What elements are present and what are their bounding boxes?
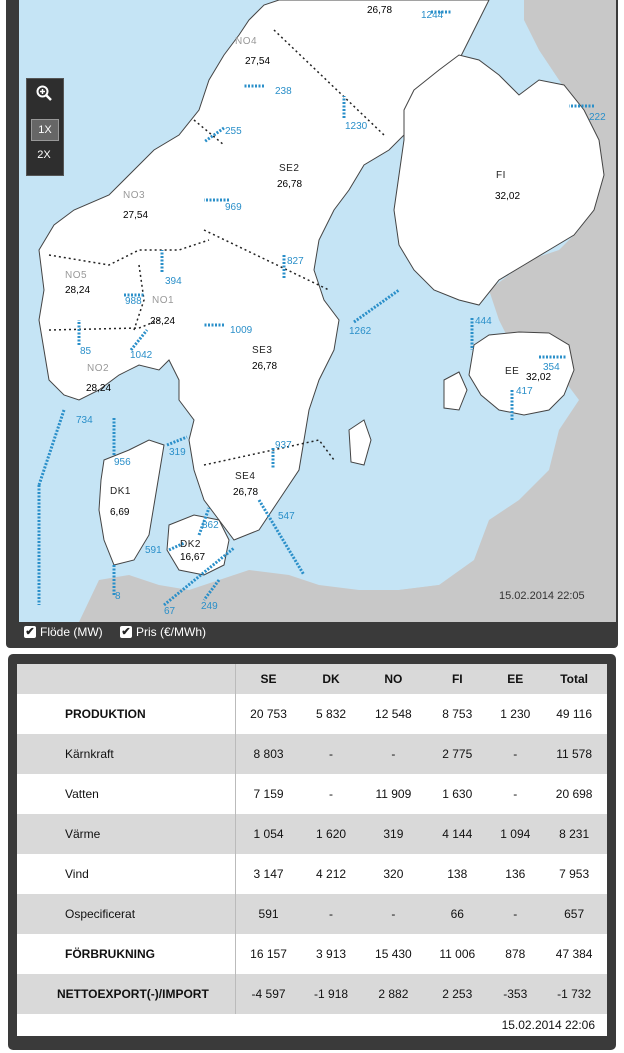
zone-label-no2: NO2 [87, 363, 110, 374]
cell: 136 [505, 867, 526, 881]
flow-label: 1230 [345, 121, 368, 132]
zone-label-se3: SE3 [252, 345, 273, 356]
row-label: Vind [65, 867, 89, 881]
price-dk2: 16,67 [180, 552, 206, 563]
zone-label-no4: NO4 [235, 36, 258, 47]
cell: - [489, 734, 542, 774]
price-dk1: 6,69 [110, 507, 130, 518]
flow-label: 969 [225, 202, 242, 213]
zoom-2x-button[interactable]: 2X [37, 149, 51, 161]
cell: 1 054 [236, 814, 302, 854]
cell: 8 753 [442, 707, 473, 721]
cell: 8 231 [542, 814, 607, 854]
cell: - [513, 787, 518, 801]
table-row [17, 734, 607, 774]
flow-label: 827 [287, 256, 304, 267]
price-no5: 28,24 [65, 285, 91, 296]
row-label: Vatten [65, 787, 99, 801]
flow-checkbox[interactable]: ✔ [25, 626, 35, 638]
row-label: Kärnkraft [17, 734, 236, 774]
flow-label: 8 [115, 591, 121, 602]
cell: 66 [426, 894, 489, 934]
zoom-control [26, 78, 64, 176]
cell: 1 230 [500, 707, 531, 721]
col-header: EE [489, 664, 542, 694]
flow-label: 862 [202, 520, 219, 531]
cell: - [301, 894, 361, 934]
price-ee: 32,02 [526, 372, 552, 383]
cell: 7 953 [559, 867, 590, 881]
flow-label: 417 [516, 386, 533, 397]
col-header [17, 664, 236, 694]
flow-label: 956 [114, 457, 131, 468]
cell: - [489, 894, 542, 934]
price-no1: 28,24 [150, 316, 176, 327]
legend-bar [20, 623, 610, 645]
cell: 47 384 [555, 947, 593, 961]
cell: 20 753 [236, 694, 302, 734]
table-row [17, 694, 607, 734]
flow-label: 444 [475, 316, 492, 327]
flow-label: 1009 [230, 325, 253, 336]
col-header: NO [361, 664, 426, 694]
cell: - [329, 787, 334, 801]
zone-label-ee: EE [505, 366, 520, 377]
cell: 1 630 [442, 787, 473, 801]
cell: 138 [447, 867, 468, 881]
cell: 591 [236, 894, 302, 934]
cell: - [301, 734, 361, 774]
cell: 2 253 [426, 974, 489, 1014]
flow-label: 85 [80, 346, 92, 357]
zone-label-fi: FI [496, 170, 506, 181]
zone-label-se2: SE2 [279, 163, 300, 174]
cell: 320 [383, 867, 404, 881]
flow-label: 734 [76, 415, 93, 426]
flow-label: 255 [225, 126, 242, 137]
col-header: Total [542, 664, 607, 694]
price-no4: 27,54 [245, 56, 271, 67]
price-top: 26,78 [367, 5, 393, 16]
cell: -1 732 [542, 974, 607, 1014]
cell: 3 147 [236, 854, 302, 894]
zoom-1x-button[interactable]: 1X [31, 119, 59, 141]
map-area[interactable] [19, 0, 616, 622]
flow-label: 249 [201, 601, 218, 612]
table-row [17, 854, 607, 894]
flow-label: 67 [164, 606, 176, 617]
table-panel [8, 654, 616, 1050]
cell: 5 832 [316, 707, 347, 721]
cell: 11 909 [375, 787, 412, 801]
cell: 4 144 [426, 814, 489, 854]
price-se4: 26,78 [233, 487, 259, 498]
cell: -353 [489, 974, 542, 1014]
price-checkbox[interactable]: ✔ [121, 626, 131, 638]
zone-label-no5: NO5 [65, 270, 88, 281]
table-row [17, 814, 607, 854]
cell: 1 094 [489, 814, 542, 854]
cell: 15 430 [375, 947, 412, 961]
table-row [17, 894, 607, 934]
production-table [17, 664, 607, 1014]
flow-label: 937 [275, 440, 292, 451]
zone-label-se4: SE4 [235, 471, 256, 482]
cell: 7 159 [236, 774, 302, 814]
col-header: FI [426, 664, 489, 694]
price-se2: 26,78 [277, 179, 303, 190]
col-header: DK [301, 664, 361, 694]
flow-label: 547 [278, 511, 295, 522]
cell: - [361, 894, 426, 934]
flow-label: 1042 [130, 350, 153, 361]
flow-label: 988 [125, 296, 142, 307]
row-label: Värme [17, 814, 236, 854]
table-timestamp: 15.02.2014 22:06 [501, 1018, 595, 1032]
flow-label: 238 [275, 86, 292, 97]
cell: 878 [505, 947, 526, 961]
price-se3: 26,78 [252, 361, 278, 372]
cell: 20 698 [555, 787, 593, 801]
row-label: Ospecificerat [17, 894, 236, 934]
flow-label: 1262 [349, 326, 372, 337]
flow-label: 319 [169, 447, 186, 458]
zone-label-no3: NO3 [123, 190, 146, 201]
flow-label: 1244 [421, 10, 444, 21]
cell: -1 918 [301, 974, 361, 1014]
cell: 2 882 [361, 974, 426, 1014]
table-row [17, 934, 607, 974]
col-header: SE [236, 664, 302, 694]
table-header [17, 664, 607, 694]
row-label: NETTOEXPORT(-)/IMPORT [17, 974, 236, 1014]
row-label: PRODUKTION [65, 707, 146, 721]
cell: 657 [542, 894, 607, 934]
zone-label-dk2: DK2 [180, 539, 201, 550]
price-no3: 27,54 [123, 210, 149, 221]
power-map [19, 0, 616, 622]
map-timestamp: 15.02.2014 22:05 [499, 590, 585, 602]
zone-label-no1: NO1 [152, 295, 175, 306]
cell: 11 006 [439, 947, 476, 961]
table-inner [17, 664, 607, 1036]
flow-label: 222 [589, 112, 606, 123]
flow-checkbox-label: Flöde (MW) [40, 625, 103, 639]
price-no2: 28,24 [86, 383, 112, 394]
cell: 1 620 [301, 814, 361, 854]
row-label: FÖRBRUKNING [65, 947, 155, 961]
cell: 16 157 [236, 934, 302, 974]
price-fi: 32,02 [495, 191, 521, 202]
zoom-in-icon[interactable] [31, 83, 57, 103]
cell: -4 597 [236, 974, 302, 1014]
cell: 4 212 [316, 867, 347, 881]
cell: 8 803 [236, 734, 302, 774]
cell: 3 913 [316, 947, 347, 961]
cell: 11 578 [542, 734, 607, 774]
flow-label: 394 [165, 276, 182, 287]
cell: - [361, 734, 426, 774]
cell: 49 116 [556, 707, 593, 721]
map-panel [6, 0, 618, 648]
flow-label: 591 [145, 545, 162, 556]
table-row [17, 974, 607, 1014]
price-checkbox-label: Pris (€/MWh) [136, 625, 206, 639]
flow-label: 354 [543, 362, 560, 373]
cell: 319 [361, 814, 426, 854]
table-row [17, 774, 607, 814]
zone-label-dk1: DK1 [110, 486, 131, 497]
cell: 12 548 [375, 707, 412, 721]
cell: 2 775 [426, 734, 489, 774]
